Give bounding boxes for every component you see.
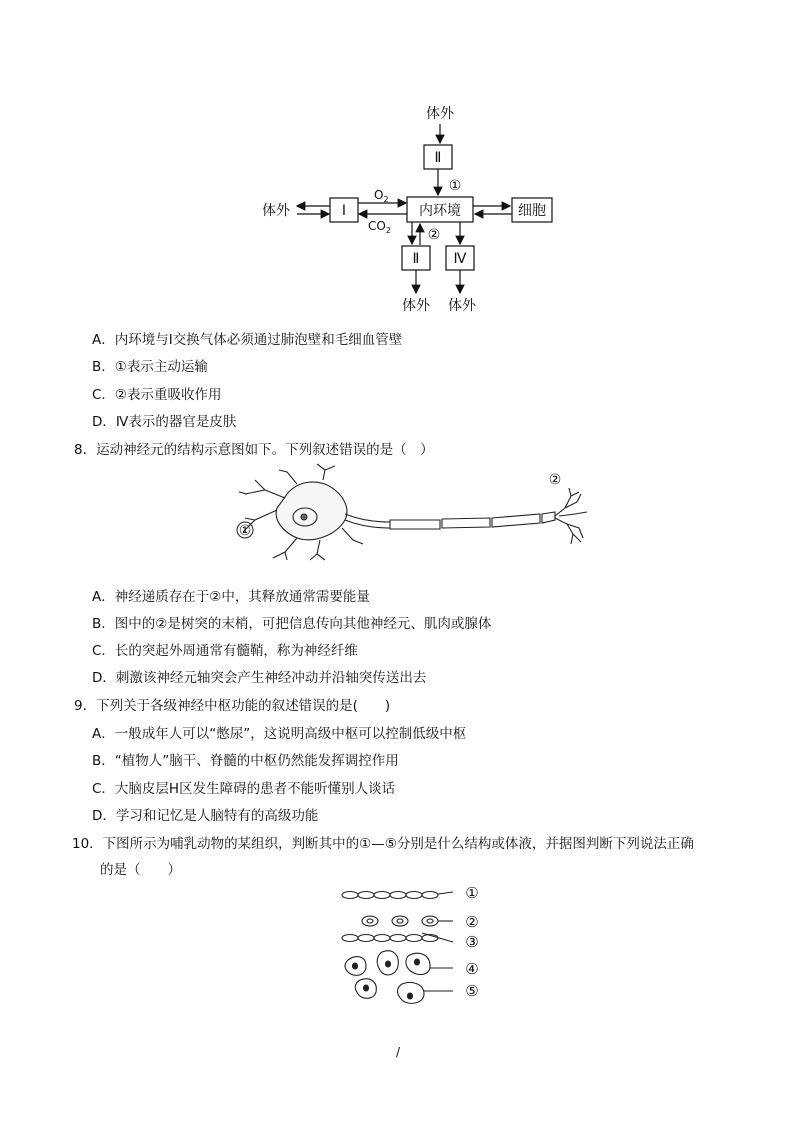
tissue-diagram [338, 880, 488, 1010]
box-bottom-IV-label: Ⅳ [453, 251, 467, 267]
footer-mark: / [396, 1045, 401, 1059]
bottom-left-outside-label: 体外 [402, 298, 430, 314]
mark-2: ② [427, 227, 441, 243]
neuron-label-2: ② [548, 472, 562, 488]
top-outside-label: 体外 [426, 106, 454, 122]
q8-option-b: B．图中的②是树突的末梢，可把信息传向其他神经元、肌肉或腺体 [92, 616, 492, 632]
bottom-right-outside-label: 体外 [448, 298, 476, 314]
q9-option-b: B．“植物人”脑干、脊髓的中枢仍然能发挥调控作用 [92, 753, 399, 769]
q7-option-c: C．②表示重吸收作用 [92, 387, 222, 403]
box-bottom-II-label: Ⅱ [412, 251, 420, 267]
q9-stem: 9．下列关于各级神经中枢功能的叙述错误的是( ) [74, 698, 391, 714]
q9-option-a: A．一般成年人可以“憋尿”，这说明高级中枢可以控制低级中枢 [92, 726, 467, 742]
o2-label: $O_2$ [374, 188, 389, 204]
box-left-I-label: Ⅰ [341, 203, 347, 219]
box-internal-environment-label: 内环境 [419, 203, 461, 219]
q8-option-d: D．刺激该神经元轴突会产生神经冲动并沿轴突传送出去 [92, 670, 427, 686]
q7-option-a: A．内环境与Ⅰ交换气体必须通过肺泡壁和毛细血管壁 [92, 332, 403, 348]
q10-stem-line1: 10．下图所示为哺乳动物的某组织，判断其中的①—⑤分别是什么结构或体液，并据图判断下列说法正确 [72, 836, 694, 852]
co2-label: $CO_2$ [368, 219, 391, 235]
q7-option-b: B．①表示主动运输 [92, 359, 208, 375]
q10-stem-line2: 的是（ ） [100, 862, 181, 878]
q8-option-a: A．神经递质存在于②中，其释放通常需要能量 [92, 589, 370, 605]
internal-environment-diagram [250, 100, 570, 320]
q9-option-d: D．学习和记忆是人脑特有的高级功能 [92, 808, 319, 824]
neuron-label-1: ① [238, 523, 252, 539]
tissue-label-4: ④ [465, 960, 479, 978]
tissue-label-2: ② [465, 913, 479, 931]
box-top-II-label: Ⅱ [434, 150, 442, 166]
motor-neuron-diagram [225, 462, 595, 562]
tissue-label-3: ③ [465, 933, 479, 951]
q7-option-d: D．Ⅳ表示的器官是皮肤 [92, 414, 237, 430]
mark-1: ① [448, 178, 462, 194]
q9-option-c: C．大脑皮层H区发生障碍的患者不能听懂别人谈话 [92, 781, 396, 797]
tissue-label-5: ⑤ [465, 982, 479, 1000]
q8-stem: 8．运动神经元的结构示意图如下。下列叙述错误的是（ ） [74, 442, 434, 458]
box-cell-label: 细胞 [518, 203, 546, 219]
left-outside-label: 体外 [262, 203, 290, 219]
q8-option-c: C．长的突起外周通常有髓鞘，称为神经纤维 [92, 643, 358, 659]
tissue-label-1: ① [465, 884, 479, 902]
